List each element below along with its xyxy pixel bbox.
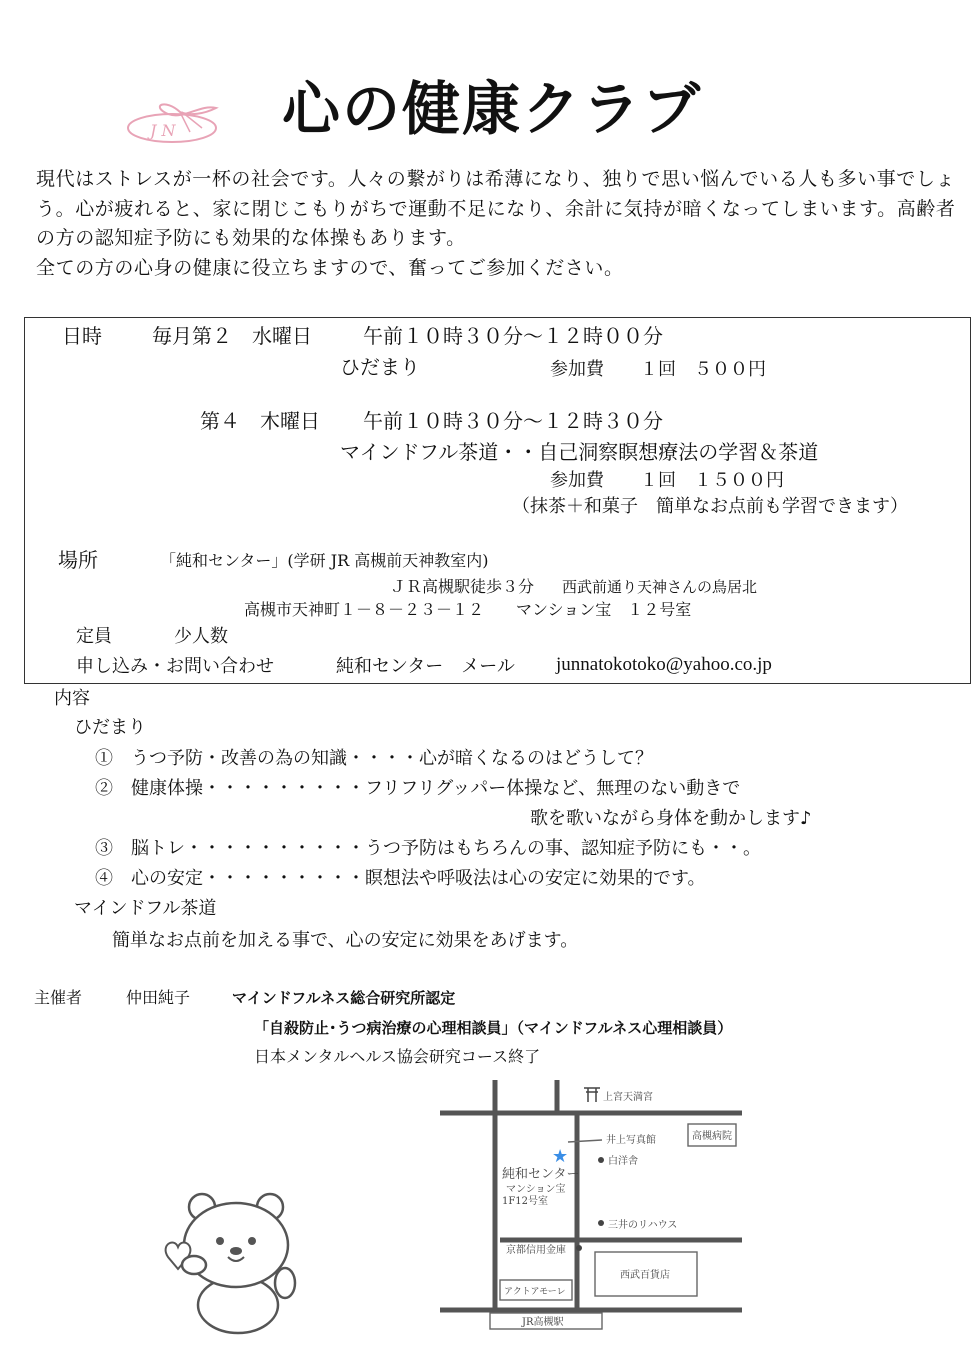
- star-icon: ★: [552, 1146, 569, 1167]
- page-title: 心の健康クラブ: [282, 75, 703, 143]
- map-label: マンション宝: [506, 1184, 566, 1195]
- map-label: 三井のリハウス: [608, 1220, 678, 1231]
- map-label: 上宮天満宮: [603, 1092, 653, 1103]
- torii-icon: [584, 1088, 600, 1102]
- map-label: 高槻病院: [692, 1131, 732, 1142]
- organizer-name: 仲田純子: [126, 988, 191, 1007]
- contact-email[interactable]: junnatokotoko@yahoo.co.jp: [556, 654, 772, 675]
- map-label: JR高槻駅: [522, 1317, 564, 1328]
- list-item: 歌を歌いながら身体を動かします♪: [530, 808, 812, 829]
- map-label: 純和センター: [502, 1167, 580, 1182]
- first-name: ひだまり: [340, 355, 420, 379]
- intro-paragraph: 全ての方の心身の健康に役立ちますので、奮ってご参加ください。: [36, 256, 624, 279]
- map-label: 1F12号室: [502, 1196, 549, 1207]
- access-map: [440, 1080, 746, 1332]
- map-label: アクトアモーレ: [504, 1287, 566, 1297]
- first-fee: 参加費 １回 ５００円: [550, 359, 766, 380]
- list-item: ③ 脳トレ・・・・・・・・・・うつ予防はもちろんの事、認知症予防にも・・。: [95, 838, 761, 859]
- second-name: マインドフル茶道・・自己洞察瞑想療法の学習＆茶道: [340, 440, 819, 464]
- second-fee: 参加費 １回 １５００円: [550, 470, 784, 491]
- place-address: 高槻市天神町１－８－２３－１２ マンション宝 １２号室: [244, 600, 692, 619]
- organizer-cert3: 日本メンタルヘルス協会研究コース終了: [254, 1047, 541, 1066]
- second-note: （抹茶＋和菓子 簡単なお点前も学習できます）: [512, 496, 908, 517]
- list-item: ② 健康体操・・・・・・・・・フリフリグッパー体操など、無理のない動きで: [95, 778, 741, 799]
- map-label: 白洋舎: [608, 1156, 638, 1167]
- map-label: 井上写真館: [606, 1135, 656, 1146]
- ribbon-logo: [120, 98, 230, 148]
- bear-mascot: [160, 1185, 310, 1335]
- organizer-cert1: マインドフルネス総合研究所認定: [232, 989, 456, 1007]
- capacity-value: 少人数: [174, 626, 228, 647]
- list-item: ① うつ予防・改善の為の知識・・・・心が暗くなるのはどうして？: [95, 748, 653, 769]
- map-label: 京都信用金庫: [506, 1245, 566, 1256]
- second-time: 午前１０時３０分～１２時３０分: [363, 409, 663, 433]
- first-day: 毎月第２ 水曜日: [152, 324, 312, 348]
- intro-paragraph: 現代はストレスが一杯の社会です。人々の繋がりは希薄になり、独りで思い悩んでいる人も多い事でしょう。心が疲れると、家に閉じこもりがちで運動不足になり、余計に気持が暗くなってしまいます。高齢者の方の認知症予防にも効果的な体操もあります。: [36, 168, 956, 249]
- second-day: 第４ 木曜日: [200, 409, 320, 433]
- list-item: ④ 心の安定・・・・・・・・・瞑想法や呼吸法は心の安定に効果的です。: [95, 868, 706, 889]
- place-access-main: ＪＲ高槻駅徒歩３分: [390, 577, 535, 596]
- first-time: 午前１０時３０分～１２時００分: [363, 324, 663, 348]
- date-label: 日時: [62, 324, 102, 348]
- logo-text: J N: [150, 121, 176, 140]
- intro-text: [36, 165, 961, 283]
- capacity-label: 定員: [76, 626, 112, 647]
- hidamari-heading: ひだまり: [74, 717, 146, 738]
- mindful-heading: マインドフル茶道: [74, 898, 217, 919]
- map-label: 西武百貨店: [620, 1270, 670, 1281]
- contact-label: 申し込み・お問い合わせ: [76, 656, 274, 677]
- organizer-label: 主催者: [34, 988, 83, 1007]
- place-name: 「純和センター」(学研 JR 高槻前天神教室内): [160, 551, 489, 570]
- organizer-cert2: 「自殺防止･うつ病治療の心理相談員」（マインドフルネス心理相談員）: [254, 1019, 733, 1037]
- place-access-sub: 西武前通り天神さんの鳥居北: [562, 578, 758, 596]
- content-heading: 内容: [54, 688, 90, 709]
- contact-org: 純和センター メール: [336, 656, 515, 677]
- place-label: 場所: [58, 548, 98, 572]
- mindful-desc: 簡単なお点前を加える事で、心の安定に効果をあげます。: [112, 930, 579, 951]
